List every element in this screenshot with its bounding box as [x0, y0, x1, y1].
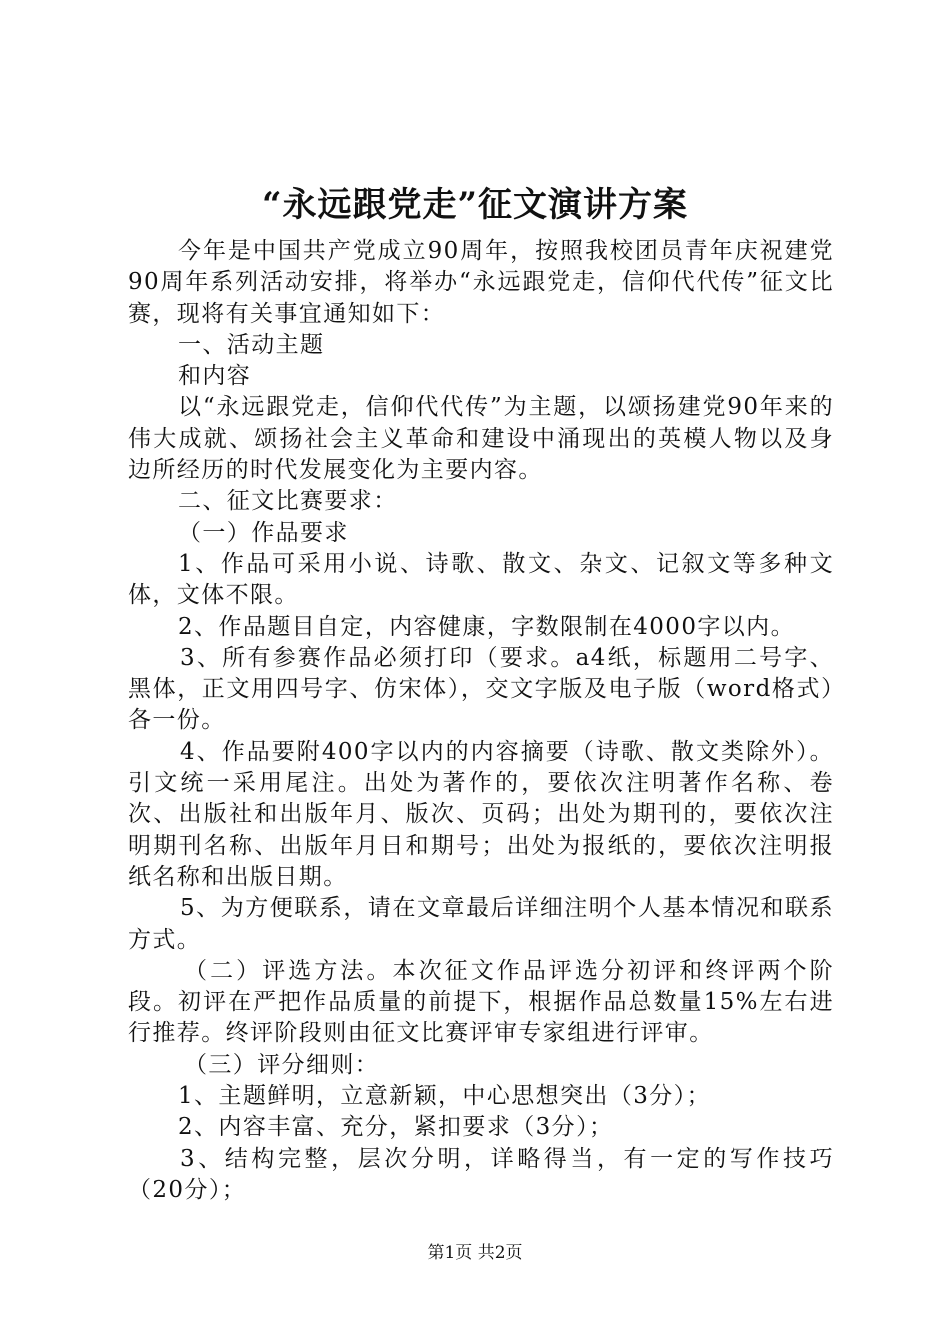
list-item: 3、结构完整，层次分明，详略得当，有一定的写作技巧（20分）； [128, 1145, 834, 1203]
paragraph-selection-method: （二）评选方法。本次征文作品评选分初评和终评两个阶段。初评在严把作品质量的前提下，根据作品总数量15%左右进行推荐。终评阶段则由征文比赛评审专家组进行评审。 [128, 957, 834, 1047]
heading-requirements: 二、征文比赛要求： [178, 488, 398, 515]
heading-work-requirements: （一）作品要求 [178, 519, 349, 546]
document-title: “永远跟党走”征文演讲方案 [261, 185, 689, 225]
list-item: 4、作品要附400字以内的内容摘要（诗歌、散文类除外）。引文统一采用尾注。出处为著作的，要依次注明著作名称、卷次、出版社和出版年月、版次、页码；出处为期刊的，要依次注明期刊名称、出版年月日和期号；出处为报纸的，要依次注明报纸名称和出版日期。 [128, 738, 834, 890]
list-item: 5、为方便联系，请在文章最后详细注明个人基本情况和联系方式。 [128, 895, 834, 953]
heading-scoring-rules: （三）评分细则： [184, 1051, 380, 1078]
list-item: 1、作品可采用小说、诗歌、散文、杂文、记叙文等多种文体，文体不限。 [128, 550, 834, 609]
paragraph-theme: 以“永远跟党走，信仰代代传”为主题，以颂扬建党90年来的伟大成就、颂扬社会主义革命和建设中涌现出的英模人物以及身边所经历的时代发展变化为主要内容。 [128, 394, 834, 484]
heading-content: 和内容 [178, 363, 252, 390]
list-item: 2、内容丰富、充分，紧扣要求（3分）； [178, 1114, 614, 1141]
list-item: 3、所有参赛作品必须打印（要求。a4纸，标题用二号字、黑体，正文用四号字、仿宋体），交文字版及电子版（word格式）各一份。 [128, 644, 834, 734]
list-item: 1、主题鲜明，立意新颖，中心思想突出（3分）； [178, 1083, 711, 1110]
list-item: 2、作品题目自定，内容健康，字数限制在4000字以内。 [178, 613, 795, 640]
page-number-footer: 第1页 共2页 [427, 1243, 523, 1263]
paragraph-intro: 今年是中国共产党成立90周年，按照我校团员青年庆祝建党90周年系列活动安排，将举办“永远跟党走，信仰代代传”征文比赛，现将有关事宜通知如下： [128, 238, 834, 327]
heading-activity-theme: 一、活动主题 [178, 331, 325, 358]
document-body [128, 236, 834, 1206]
